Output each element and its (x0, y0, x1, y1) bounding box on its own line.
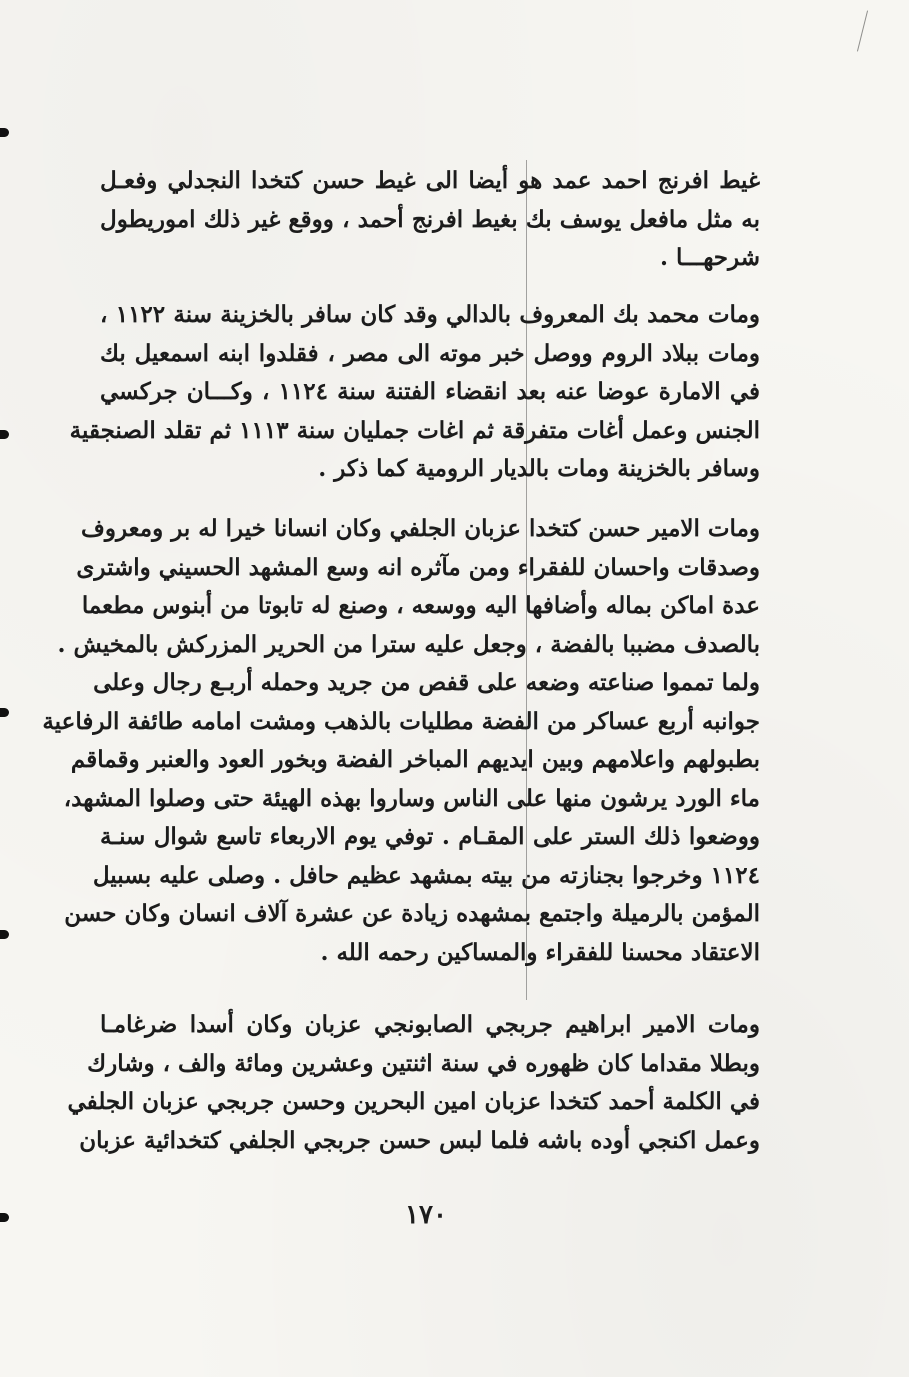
pen-mark (857, 11, 868, 52)
text-line: ومات الامير حسن كتخدا عزبان الجلفي وكان انسانا خيرا له بر ومعروف (81, 515, 760, 542)
text-line: ووضعوا ذلك الستر على المقـام . توفي يوم الاربعاء تاسع شوال سنـة (100, 823, 760, 850)
text-line: ولما تمموا صناعته وضعه على قفص من جريد وحمله أربـع رجال وعلى (93, 669, 760, 696)
text-line: ١١٢٤ وخرجوا بجنازته من بيته بمشهد عظيم حافل . وصلى عليه بسبيل (92, 861, 760, 889)
text-line: ومات الامير ابراهيم جربجي الصابونجي عزبان وكان أسدا ضرغامـا (100, 1011, 760, 1038)
text-line: جوانبه أربع عساكر من الفضة مطليات بالذهب ومشت امامه طائفة الرفاعية (42, 707, 760, 735)
text-line: وسافر بالخزينة ومات بالديار الرومية كما ذكر . (318, 455, 760, 482)
text-line: وبطلا مقداما كان ظهوره في سنة اثنتين وعشرين ومائة والف ، وشارك (87, 1049, 760, 1077)
text-line: في الكلمة أحمد كتخدا عزبان امين البحرين وحسن جربجي عزبان الجلفي (67, 1088, 760, 1115)
text-line: الاعتقاد محسنا للفقراء والمساكين رحمه الله . (320, 938, 760, 966)
page-number: ١٧٠ (405, 1200, 447, 1230)
text-line: المؤمن بالرميلة واجتمع بمشهده زيادة عن عشرة آلاف انسان وكان حسن (64, 900, 760, 927)
text-line: الجنس وعمل أغات متفرقة ثم اغات جمليان سنة ١١١٣ ثم تقلد الصنجقية (69, 416, 760, 444)
text-line: ومات ببلاد الروم ووصل خبر موته الى مصر ، فقلدوا ابنه اسمعيل بك (100, 339, 760, 367)
binding-mark (0, 430, 9, 439)
binding-mark (0, 930, 9, 939)
text-line: به مثل مافعل يوسف بك بغيط افرنج أحمد ، ووقع غير ذلك اموريطول (100, 205, 760, 233)
text-line: ومات محمد بك المعروف بالدالي وقد كان سافر بالخزينة سنة ١١٢٢ ، (100, 301, 760, 328)
text-line: عدة اماكن بماله وأضافها اليه ووسعه ، وصنع له تابوتا من أبنوس مطعما (81, 592, 760, 619)
text-line: وعمل اكنجي أوده باشه فلما لبس حسن جربجي الجلفي كتخدائية عزبان (79, 1126, 760, 1154)
text-line: شرحهـــا . (659, 244, 760, 271)
binding-mark (0, 128, 9, 137)
paragraph-3 (42, 510, 760, 972)
text-line: وصدقات واحسان للفقراء ومن مآثره انه وسع المشهد الحسيني واشترى (76, 553, 760, 581)
text-line: بالصدف مضببا بالفضة ، وجعل عليه سترا من الحرير المزركش بالمخيش . (57, 630, 760, 658)
text-line: في الامارة عوضا عنه بعد انقضاء الفتنة سنة ١١٢٤ ، وكـــان جركسي (100, 378, 760, 405)
text-line: ماء الورد يرشون منها على الناس وساروا بهذه الهيئة حتى وصلوا المشهد، (63, 784, 760, 812)
text-line: بطبولهم واعلامهم وبين ايديهم المباخر الفضة وبخور العود والعنبر وقماقم (70, 746, 760, 773)
binding-mark (0, 708, 9, 717)
paragraph-4 (67, 1006, 760, 1160)
paragraph-2 (69, 296, 760, 489)
paragraph-1 (100, 162, 760, 278)
binding-mark (0, 1213, 9, 1222)
text-line: غيط افرنج احمد عمد هو أيضا الى غيط حسن كتخدا النجدلي وفعـل (100, 167, 760, 194)
